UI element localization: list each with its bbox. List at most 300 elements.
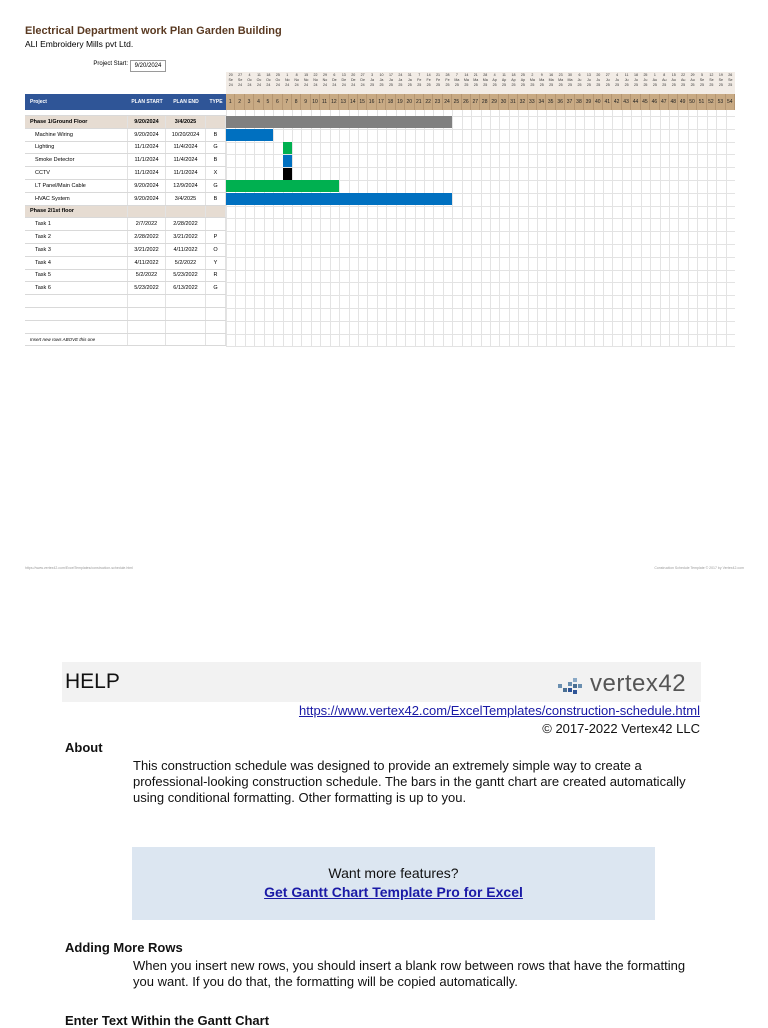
task-name-cell[interactable]: Task 3 <box>25 244 128 256</box>
week-date-part: 25 <box>520 73 525 77</box>
week-date-part: Ju <box>596 78 601 82</box>
week-date-part: 5 <box>700 73 703 77</box>
gantt-bar <box>283 155 292 167</box>
plan-start-cell[interactable]: 4/11/2022 <box>128 257 166 269</box>
plan-start-cell[interactable] <box>128 334 166 346</box>
type-cell[interactable]: P <box>206 231 226 243</box>
week-date-part: 25 <box>539 83 544 87</box>
week-date-part: 29 <box>322 73 327 77</box>
week-date-label <box>716 73 725 88</box>
week-date-label <box>311 73 320 88</box>
week-date-part: 22 <box>681 73 686 77</box>
plan-end-cell[interactable] <box>166 321 206 333</box>
week-date-label <box>292 73 301 88</box>
table-row <box>25 295 226 308</box>
week-date-part: 25 <box>417 83 422 87</box>
week-date-part: 24 <box>275 83 280 87</box>
plan-end-cell[interactable]: 10/20/2024 <box>166 129 206 141</box>
week-number-header <box>226 94 735 110</box>
plan-end-cell[interactable] <box>166 295 206 307</box>
project-start-input[interactable]: 9/20/2024 <box>130 60 166 72</box>
week-date-part: Au <box>671 78 676 82</box>
week-date-label <box>697 73 706 88</box>
week-date-label <box>678 73 687 88</box>
type-cell[interactable] <box>206 218 226 230</box>
week-date-part: Ap <box>520 78 526 82</box>
week-number: 25 <box>452 94 461 110</box>
task-name-cell[interactable]: Task 2 <box>25 231 128 243</box>
week-date-label <box>584 73 593 88</box>
week-date-part: 16 <box>549 73 554 77</box>
week-date-part: 15 <box>304 73 309 77</box>
week-date-label <box>415 73 424 88</box>
plan-start-cell[interactable]: 9/20/2024 <box>128 129 166 141</box>
week-date-part: 25 <box>492 83 497 87</box>
week-date-part: 7 <box>418 73 421 77</box>
week-date-part: 28 <box>445 73 450 77</box>
type-cell[interactable]: O <box>206 244 226 256</box>
week-date-part: Se <box>237 78 243 82</box>
week-date-part: 25 <box>624 83 629 87</box>
week-number: 23 <box>433 94 442 110</box>
task-name-cell[interactable]: Task 5 <box>25 270 128 282</box>
week-date-part: 25 <box>615 83 620 87</box>
week-date-part: Ma <box>463 78 469 82</box>
week-date-part: 25 <box>511 83 516 87</box>
week-number: 16 <box>367 94 376 110</box>
week-date-part: 21 <box>436 73 441 77</box>
task-name-cell[interactable]: LT Panel/Main Cable <box>25 180 128 192</box>
plan-start-cell[interactable]: 11/1/2024 <box>128 154 166 166</box>
week-number: 21 <box>415 94 424 110</box>
type-cell[interactable]: G <box>206 282 226 294</box>
week-date-part: 1 <box>286 73 289 77</box>
week-date-part: 12 <box>709 73 714 77</box>
week-date-label <box>471 73 480 88</box>
week-date-label <box>377 73 386 88</box>
week-date-part: No <box>294 78 299 82</box>
week-date-part: 18 <box>511 73 516 77</box>
week-date-part: Ja <box>407 78 412 82</box>
week-date-part: 25 <box>379 83 384 87</box>
week-number: 47 <box>660 94 669 110</box>
plan-end-cell[interactable]: 11/4/2024 <box>166 154 206 166</box>
type-cell[interactable] <box>206 116 226 128</box>
week-date-label <box>631 73 640 88</box>
week-date-label <box>669 73 678 88</box>
type-cell[interactable]: B <box>206 193 226 205</box>
type-cell[interactable]: X <box>206 167 226 179</box>
week-date-label <box>509 73 518 88</box>
week-date-part: No <box>284 78 290 82</box>
week-number: 34 <box>537 94 546 110</box>
week-date-part: 25 <box>577 83 582 87</box>
week-date-part: 25 <box>643 83 648 87</box>
week-date-part: 25 <box>558 83 563 87</box>
week-date-part: 13 <box>341 73 346 77</box>
week-date-part: Ja <box>370 78 374 82</box>
table-row <box>25 154 226 167</box>
insert-note-row <box>25 334 226 347</box>
week-number: 20 <box>405 94 414 110</box>
vertex42-mark-icon <box>556 672 588 698</box>
about-heading: About <box>65 740 103 755</box>
table-row <box>25 218 226 231</box>
week-number: 29 <box>490 94 499 110</box>
table-row <box>25 244 226 257</box>
promo-text: Want more features? <box>328 865 459 881</box>
week-date-part: Ma <box>558 78 564 82</box>
week-date-part: Ja <box>389 78 393 82</box>
type-cell[interactable]: B <box>206 129 226 141</box>
week-date-label <box>546 73 555 88</box>
table-row <box>25 167 226 180</box>
week-date-part: 21 <box>473 73 478 77</box>
week-number: 4 <box>254 94 263 110</box>
type-cell[interactable]: G <box>206 180 226 192</box>
week-date-label <box>528 73 537 88</box>
plan-start-cell[interactable] <box>128 321 166 333</box>
task-name-cell[interactable] <box>25 295 128 307</box>
table-row <box>25 282 226 295</box>
week-date-part: 11 <box>502 73 506 77</box>
week-date-label <box>556 73 565 88</box>
week-date-part: 25 <box>398 83 403 87</box>
week-date-part: 24 <box>398 73 403 77</box>
week-number: 48 <box>669 94 678 110</box>
week-date-label <box>254 73 263 88</box>
task-table-header <box>25 94 226 110</box>
promo-box <box>132 847 655 920</box>
week-date-part: Ma <box>454 78 460 82</box>
plan-start-cell[interactable]: 2/28/2022 <box>128 231 166 243</box>
type-cell[interactable] <box>206 334 226 346</box>
week-date-part: 25 <box>502 83 507 87</box>
week-date-part: Se <box>718 78 724 82</box>
task-name-cell[interactable]: Phase 2/1st floor <box>25 206 128 218</box>
week-number: 8 <box>292 94 301 110</box>
sheet-title: Electrical Department work Plan Garden Building <box>25 25 282 37</box>
type-cell[interactable]: B <box>206 154 226 166</box>
week-date-part: Ap <box>501 78 507 82</box>
week-date-part: 4 <box>616 73 619 77</box>
week-date-part: 24 <box>341 83 346 87</box>
week-date-label <box>320 73 329 88</box>
template-link[interactable]: https://www.vertex42.com/ExcelTemplates/construction-schedule.html <box>298 703 700 718</box>
task-name-cell[interactable]: Phase 1/Ground Floor <box>25 116 128 128</box>
week-date-part: 25 <box>643 73 648 77</box>
week-date-part: 25 <box>568 83 573 87</box>
task-name-cell[interactable]: Insert new rows ABOVE this one <box>25 334 128 346</box>
week-date-part: 7 <box>455 73 458 77</box>
phase-row <box>25 206 226 219</box>
week-date-part: 25 <box>671 83 676 87</box>
week-date-part: De <box>360 78 365 82</box>
week-date-part: 24 <box>247 83 252 87</box>
week-date-label <box>575 73 584 88</box>
footer-url[interactable]: https://www.vertex42.com/ExcelTemplates/construction-schedule.html <box>25 566 133 570</box>
plan-start-cell[interactable]: 5/23/2022 <box>128 282 166 294</box>
week-date-part: Ju <box>586 78 591 82</box>
week-date-label <box>452 73 461 88</box>
col-type: TYPE <box>209 98 223 105</box>
type-cell[interactable] <box>206 206 226 218</box>
task-name-cell[interactable]: Smoke Detector <box>25 154 128 166</box>
type-cell[interactable]: Y <box>206 257 226 269</box>
week-date-part: 17 <box>388 73 393 77</box>
week-date-part: Se <box>709 78 714 82</box>
week-number: 51 <box>697 94 706 110</box>
week-date-part: Oc <box>247 78 252 82</box>
week-date-part: 30 <box>568 73 573 77</box>
col-project: Project <box>30 98 47 105</box>
plan-start-cell[interactable]: 3/21/2022 <box>128 244 166 256</box>
week-date-part: 24 <box>322 83 327 87</box>
plan-start-cell[interactable] <box>128 206 166 218</box>
week-date-part: 24 <box>351 83 356 87</box>
task-table <box>25 94 226 346</box>
week-date-part: Se <box>699 78 705 82</box>
week-date-part: 25 <box>275 73 280 77</box>
plan-start-cell[interactable]: 11/1/2024 <box>128 167 166 179</box>
week-date-part: 8 <box>663 73 666 77</box>
plan-start-cell[interactable]: 9/20/2024 <box>128 193 166 205</box>
gantt-bar <box>226 193 452 205</box>
task-name-cell[interactable] <box>25 321 128 333</box>
plan-end-cell[interactable]: 5/2/2022 <box>166 257 206 269</box>
table-row <box>25 142 226 155</box>
week-date-part: 24 <box>228 83 233 87</box>
week-number: 41 <box>603 94 612 110</box>
week-date-part: Ma <box>473 78 479 82</box>
plan-end-cell[interactable]: 12/9/2024 <box>166 180 206 192</box>
week-date-label <box>641 73 650 88</box>
type-cell[interactable] <box>206 321 226 333</box>
week-date-part: Au <box>680 78 686 82</box>
week-date-part: 19 <box>718 73 723 77</box>
week-date-label <box>264 73 273 88</box>
week-date-label <box>443 73 452 88</box>
week-number: 36 <box>556 94 565 110</box>
plan-start-cell[interactable] <box>128 295 166 307</box>
week-date-part: Se <box>728 78 733 82</box>
week-number: 3 <box>245 94 254 110</box>
plan-end-cell[interactable]: 3/4/2025 <box>166 116 206 128</box>
task-name-cell[interactable]: Machine Wiring <box>25 129 128 141</box>
week-date-part: 20 <box>351 73 356 77</box>
week-date-part: 25 <box>690 83 695 87</box>
plan-start-cell[interactable]: 11/1/2024 <box>128 142 166 154</box>
plan-end-cell[interactable] <box>166 334 206 346</box>
plan-end-cell[interactable] <box>166 206 206 218</box>
week-date-part: Au <box>652 78 658 82</box>
week-date-label <box>330 73 339 88</box>
week-date-part: 31 <box>407 73 412 77</box>
week-date-part: 25 <box>483 83 488 87</box>
week-date-part: Ma <box>548 78 554 82</box>
promo-link[interactable]: Get Gantt Chart Template Pro for Excel <box>264 884 523 900</box>
week-date-part: 24 <box>238 83 243 87</box>
col-plan-start: PLAN START <box>131 98 163 105</box>
project-start-label: Project Start: <box>93 61 128 67</box>
week-date-part: Ap <box>492 78 497 82</box>
week-date-part: 1 <box>653 73 656 77</box>
week-number: 44 <box>631 94 640 110</box>
week-date-part: 25 <box>407 83 412 87</box>
week-date-part: 14 <box>464 73 469 77</box>
week-date-part: 25 <box>662 83 667 87</box>
week-date-part: 24 <box>285 83 290 87</box>
plan-end-cell[interactable]: 6/13/2022 <box>166 282 206 294</box>
table-row <box>25 321 226 334</box>
type-cell[interactable] <box>206 308 226 320</box>
week-number: 9 <box>301 94 310 110</box>
week-number: 30 <box>499 94 508 110</box>
task-name-cell[interactable]: Task 4 <box>25 257 128 269</box>
plan-end-cell[interactable]: 5/23/2022 <box>166 270 206 282</box>
week-number: 6 <box>273 94 282 110</box>
week-date-label <box>518 73 527 88</box>
week-date-part: Ma <box>567 78 573 82</box>
week-date-label <box>396 73 405 88</box>
week-number: 54 <box>726 94 735 110</box>
week-date-part: 25 <box>634 83 639 87</box>
type-cell[interactable]: R <box>206 270 226 282</box>
week-number: 7 <box>283 94 292 110</box>
week-date-part: 24 <box>304 83 309 87</box>
gantt-bar <box>226 129 273 141</box>
week-date-part: 24 <box>360 83 365 87</box>
week-date-part: 25 <box>549 83 554 87</box>
week-date-part: Au <box>662 78 667 82</box>
week-date-part: Oc <box>275 78 281 82</box>
gantt-bar <box>226 180 339 192</box>
week-number: 12 <box>330 94 339 110</box>
week-date-part: 28 <box>483 73 488 77</box>
week-date-part: 25 <box>709 83 714 87</box>
week-date-part: Ju <box>643 78 648 82</box>
week-number: 27 <box>471 94 480 110</box>
week-date-part: 25 <box>464 83 469 87</box>
week-date-label <box>612 73 621 88</box>
plan-end-cell[interactable]: 2/28/2022 <box>166 218 206 230</box>
plan-end-cell[interactable]: 11/4/2024 <box>166 142 206 154</box>
week-date-part: 27 <box>605 73 610 77</box>
week-date-label <box>339 73 348 88</box>
week-date-label <box>433 73 442 88</box>
week-date-part: No <box>322 78 328 82</box>
task-name-cell[interactable]: HVAC System <box>25 193 128 205</box>
week-number: 15 <box>358 94 367 110</box>
about-text: This construction schedule was designed to provide an extremely simple way to create a professional-looking construction schedule. The bars in the gantt chart are created automatically using conditional formatting. Other formatting is up to you. <box>133 758 686 805</box>
week-number: 19 <box>396 94 405 110</box>
task-name-cell[interactable]: Lighting <box>25 142 128 154</box>
week-date-part: 26 <box>728 73 733 77</box>
week-number: 14 <box>349 94 358 110</box>
week-date-part: Ja <box>379 78 384 82</box>
week-number: 13 <box>339 94 348 110</box>
company-name: ALI Embroidery Mills pvt Ltd. <box>25 39 134 49</box>
week-date-part: 25 <box>520 83 525 87</box>
week-number: 52 <box>707 94 716 110</box>
plan-end-cell[interactable]: 11/1/2024 <box>166 167 206 179</box>
type-cell[interactable] <box>206 295 226 307</box>
plan-start-cell[interactable] <box>128 308 166 320</box>
task-name-cell[interactable]: CCTV <box>25 167 128 179</box>
week-date-part: 25 <box>596 83 601 87</box>
week-number: 1 <box>226 94 235 110</box>
type-cell[interactable]: G <box>206 142 226 154</box>
plan-start-cell[interactable]: 5/2/2022 <box>128 270 166 282</box>
week-number: 42 <box>612 94 621 110</box>
week-date-part: 29 <box>690 73 695 77</box>
plan-end-cell[interactable]: 3/21/2022 <box>166 231 206 243</box>
plan-start-cell[interactable]: 2/7/2022 <box>128 218 166 230</box>
plan-start-cell[interactable]: 9/20/2024 <box>128 116 166 128</box>
task-name-cell[interactable]: Task 1 <box>25 218 128 230</box>
week-date-part: No <box>313 78 318 82</box>
week-number: 35 <box>546 94 555 110</box>
plan-end-cell[interactable]: 4/11/2022 <box>166 244 206 256</box>
week-date-label <box>283 73 292 88</box>
gantt-bar <box>226 116 452 128</box>
week-date-label <box>367 73 376 88</box>
task-name-cell[interactable]: Task 6 <box>25 282 128 294</box>
week-number: 11 <box>320 94 329 110</box>
week-date-part: 25 <box>445 83 450 87</box>
week-date-part: De <box>332 78 337 82</box>
week-number: 43 <box>622 94 631 110</box>
col-plan-end: PLAN END <box>173 98 199 105</box>
plan-start-cell[interactable]: 9/20/2024 <box>128 180 166 192</box>
task-name-cell[interactable] <box>25 308 128 320</box>
week-date-label <box>565 73 574 88</box>
week-date-part: 8 <box>295 73 298 77</box>
table-row <box>25 193 226 206</box>
adding-rows-heading: Adding More Rows <box>65 940 183 955</box>
week-date-label <box>462 73 471 88</box>
week-date-part: 24 <box>313 83 318 87</box>
help-title: HELP <box>65 670 120 693</box>
copyright: © 2017-2022 Vertex42 LLC <box>542 721 700 736</box>
week-date-part: Ju <box>577 78 582 82</box>
week-number: 46 <box>650 94 659 110</box>
week-date-part: 10 <box>379 73 384 77</box>
week-date-part: 4 <box>248 73 251 77</box>
week-number: 22 <box>424 94 433 110</box>
gantt-chart <box>226 72 735 346</box>
week-number: 37 <box>565 94 574 110</box>
week-date-part: 27 <box>238 73 243 77</box>
week-number: 38 <box>575 94 584 110</box>
week-date-part: 23 <box>558 73 563 77</box>
week-date-part: Oc <box>256 78 262 82</box>
week-date-part: 22 <box>313 73 318 77</box>
week-date-label <box>245 73 254 88</box>
plan-end-cell[interactable]: 3/4/2025 <box>166 193 206 205</box>
week-date-label <box>349 73 358 88</box>
week-date-label <box>726 73 735 88</box>
week-number: 17 <box>377 94 386 110</box>
vertex42-logo-text: vertex42 <box>590 670 687 697</box>
week-date-part: 24 <box>332 83 337 87</box>
plan-end-cell[interactable] <box>166 308 206 320</box>
week-date-part: 25 <box>718 83 723 87</box>
week-date-part: 27 <box>360 73 365 77</box>
table-row <box>25 270 226 283</box>
week-date-part: Ju <box>624 78 629 82</box>
week-date-part: 25 <box>436 83 441 87</box>
